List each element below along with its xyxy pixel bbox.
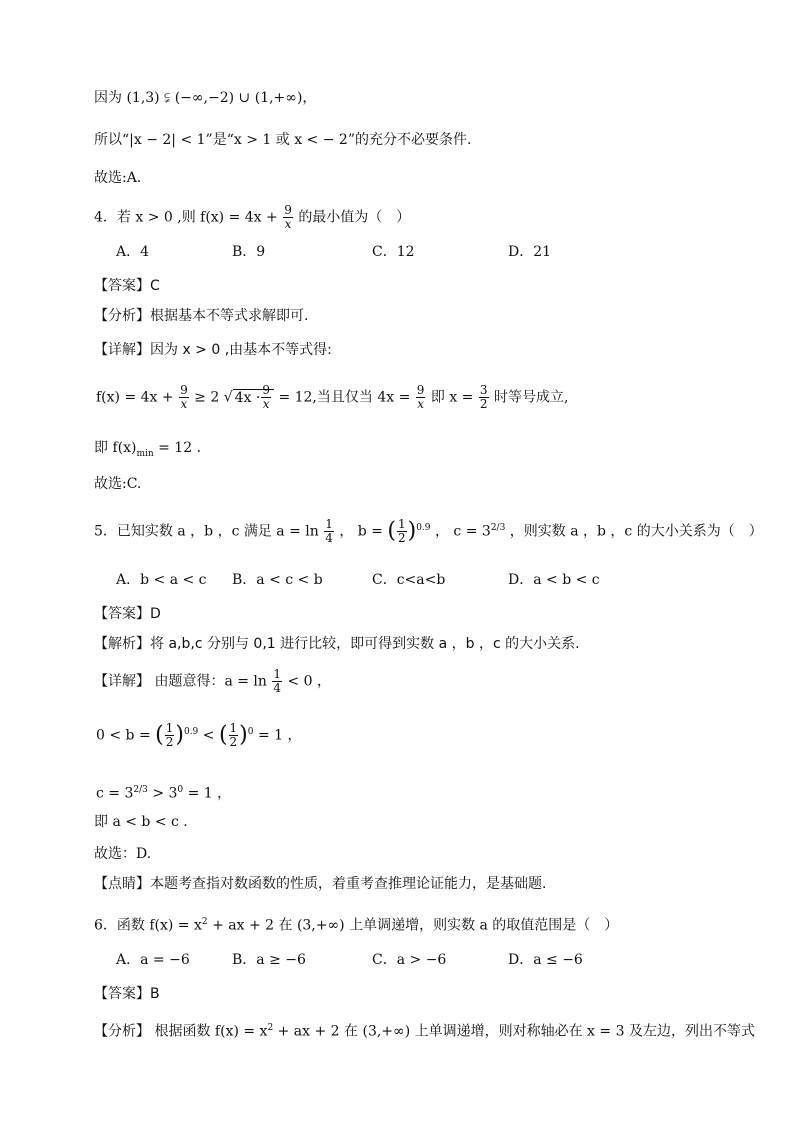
paren: ( <box>218 722 228 748</box>
select-line: 故选:C. <box>94 476 142 492</box>
numerator: 1 <box>229 721 238 736</box>
fraction <box>261 384 271 411</box>
paren: ) <box>239 722 248 748</box>
analysis-text: 根据基本不等式求解即可. <box>150 308 309 324</box>
fraction <box>324 518 334 545</box>
stem-text: 4．若 x > 0 ,则 f(x) = 4x + <box>94 209 278 226</box>
comment-tag: 【点睛】 <box>94 876 150 892</box>
fraction <box>479 384 489 411</box>
detail-line <box>94 668 331 695</box>
option-a: A．b < a < c <box>116 572 207 588</box>
stem-text: 5．已知实数 a ，b ，c 满足 a = ln <box>94 523 319 540</box>
answer-tag: 【答案】 <box>94 606 150 622</box>
detail-text: 因为 x > 0 ,由基本不等式得: <box>150 342 332 358</box>
text-line: 所以“|x − 2| < 1”是“x > 1 或 x < − 2”的充分不必要条件. <box>94 132 472 148</box>
sqrt-icon: √ <box>223 389 233 406</box>
option-a: A．4 <box>116 244 150 260</box>
eq-part: = 12,当且仅当 4x = <box>278 389 411 406</box>
exponent: 2 <box>201 917 208 927</box>
analysis-tag: 【分析】 <box>94 1023 150 1040</box>
select-line: 故选：D. <box>94 846 152 862</box>
eq-part: = 1 ， <box>187 785 232 802</box>
answer-value: D <box>150 606 161 622</box>
eq-part: ≥ 2 <box>194 389 220 406</box>
subscript: min <box>136 448 154 459</box>
question-5-stem <box>94 518 763 545</box>
analysis-text: 将 a,b,c 分别与 0,1 进行比较，即可得到实数 a ，b ，c 的大小关系. <box>150 636 580 652</box>
conclusion-line: 即 a < b < c . <box>94 814 188 830</box>
comment-line <box>94 874 546 894</box>
analysis-line <box>94 634 580 654</box>
denominator: 4 <box>325 531 333 546</box>
numerator: 1 <box>397 517 406 532</box>
eq-part: 4x · <box>234 389 261 406</box>
eq-part: c = 3 <box>96 785 134 802</box>
paren: ( <box>155 722 164 748</box>
denominator: x <box>262 397 270 411</box>
eq-part: 时等号成立, <box>493 389 569 406</box>
stem-text: 6．函数 f(x) = x <box>94 917 202 934</box>
min-line <box>94 438 201 464</box>
exponent: 2/3 <box>490 523 506 533</box>
answer-tag: 【答案】 <box>94 986 150 1002</box>
analysis-tag: 【分析】 <box>94 308 150 324</box>
c-line <box>96 780 231 804</box>
option-c: C．a > −6 <box>372 952 447 968</box>
stem-text: ， c = 3 <box>434 523 491 540</box>
fraction <box>165 722 175 749</box>
analysis-line <box>94 1018 755 1042</box>
eq-part: < 0 ， <box>287 673 332 690</box>
answer-value: B <box>150 986 160 1002</box>
answer-line <box>94 276 160 296</box>
stem-text: ， b = <box>339 523 383 540</box>
eq-part: = 1 ， <box>257 727 302 744</box>
detail-line <box>94 340 332 360</box>
analysis-text: + ax + 2 在 (3,+∞) 上单调递增，则对称轴必在 x = 3 及左边，列出不等式 <box>277 1023 755 1040</box>
question-4-stem <box>94 204 410 231</box>
fraction <box>229 722 239 749</box>
exponent: 2/3 <box>133 785 148 795</box>
exponent: 0.9 <box>416 523 431 533</box>
paren: ) <box>407 518 417 544</box>
stem-text: 的最小值为（ ） <box>298 209 411 226</box>
fraction <box>397 518 407 545</box>
denominator: x <box>417 397 424 411</box>
denominator: 2 <box>479 397 488 411</box>
answer-line <box>94 984 160 1004</box>
comment-text: 本题考查指对数函数的性质，着重考查推理论证能力，是基础题. <box>150 876 547 892</box>
eq-part: 即 f(x) <box>94 440 137 456</box>
eq-part: > 3 <box>152 785 178 802</box>
detail-tag: 【详解】 <box>94 673 150 690</box>
exponent: 2 <box>267 1023 274 1033</box>
denominator: 4 <box>273 681 282 695</box>
option-c: C．12 <box>372 244 415 260</box>
paren: ( <box>387 518 396 544</box>
denominator: x <box>180 397 188 411</box>
numerator: 1 <box>325 517 333 532</box>
exponent: 0 <box>247 727 254 737</box>
numerator: 1 <box>165 721 174 736</box>
equation-line <box>96 384 568 411</box>
question-6-stem <box>94 912 618 936</box>
fraction <box>283 204 293 231</box>
denominator: 2 <box>229 735 238 750</box>
numerator: 9 <box>416 383 425 397</box>
option-b: B．9 <box>232 244 266 260</box>
numerator: 3 <box>479 383 488 397</box>
denominator: 2 <box>165 735 174 750</box>
eq-part: < <box>202 727 215 744</box>
answer-value: C <box>150 278 160 294</box>
denominator: 2 <box>397 531 406 546</box>
stem-text: ，则实数 a ，b ，c 的大小关系为（ ） <box>509 523 763 540</box>
answer-tag: 【答案】 <box>94 278 150 294</box>
analysis-tag: 【解析】 <box>94 636 150 652</box>
stem-text: + ax + 2 在 (3,+∞) 上单调递增，则实数 a 的取值范围是（ ） <box>212 917 619 934</box>
numerator: 1 <box>273 667 282 681</box>
analysis-line <box>94 306 308 326</box>
denominator: x <box>284 217 292 231</box>
option-a: A．a = −6 <box>116 952 190 968</box>
b-line <box>96 722 302 749</box>
eq-part: = 12 . <box>158 440 202 456</box>
numerator: 9 <box>262 383 270 397</box>
fraction <box>179 384 189 411</box>
eq-part: 由题意得：a = ln <box>154 673 267 690</box>
numerator: 9 <box>180 383 188 397</box>
eq-part: f(x) = 4x + <box>96 389 174 406</box>
text-line: 因为 (1,3) ⫋ (−∞,−2) ∪ (1,+∞)， <box>94 90 317 106</box>
option-c: C．c<a<b <box>372 572 446 588</box>
option-d: D．21 <box>508 244 552 260</box>
fraction <box>416 384 426 411</box>
numerator: 9 <box>284 203 292 217</box>
option-b: B．a < c < b <box>232 572 323 588</box>
analysis-text: 根据函数 f(x) = x <box>154 1023 268 1040</box>
option-d: D．a ≤ −6 <box>508 952 583 968</box>
eq-part: 即 x = <box>430 389 474 406</box>
detail-tag: 【详解】 <box>94 342 150 358</box>
option-b: B．a ≥ −6 <box>232 952 306 968</box>
eq-part: 0 < b = <box>96 727 151 744</box>
paren: ) <box>175 722 184 748</box>
text-line: 故选:A. <box>94 170 142 186</box>
sqrt-content <box>233 383 274 411</box>
exponent: 0.9 <box>183 727 199 737</box>
exponent: 0 <box>177 785 184 795</box>
option-d: D．a < b < c <box>508 572 600 588</box>
answer-line <box>94 604 161 624</box>
fraction <box>272 668 282 695</box>
